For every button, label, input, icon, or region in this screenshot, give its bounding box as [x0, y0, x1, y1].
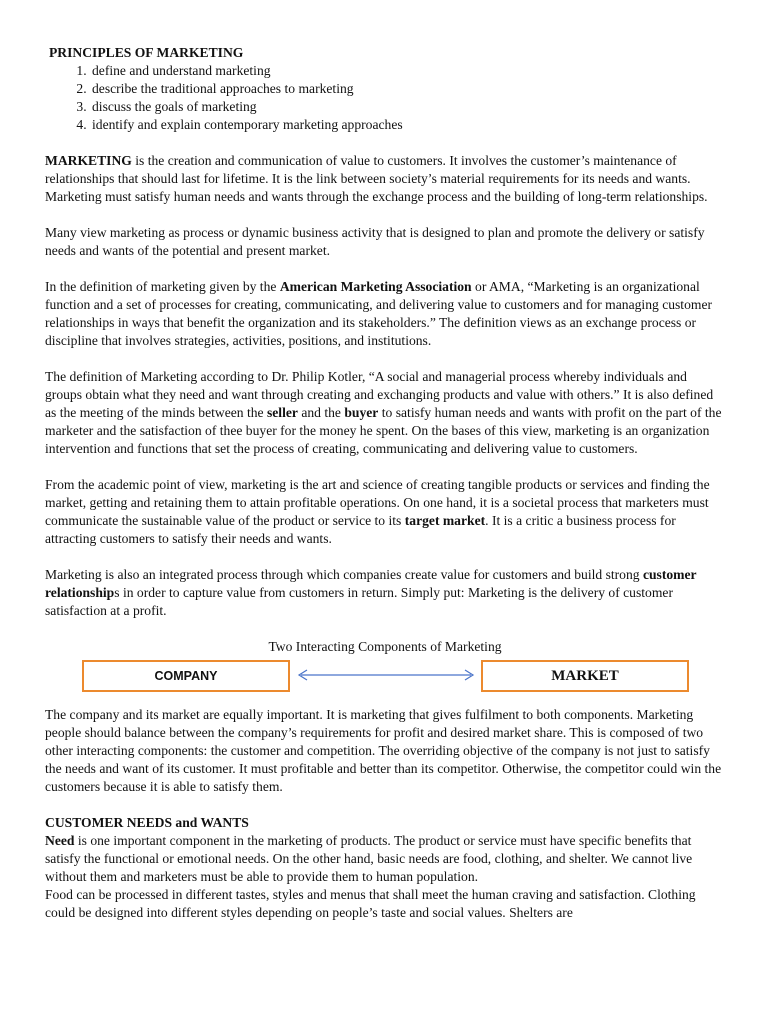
term-ama: American Marketing Association — [279, 279, 472, 294]
paragraph-needs-continued: Food can be processed in different tastes, styles and menus that shall meet the human craving and satisfaction. Clothing could be designed into different styles depending on people’s taste and social values. Shelters are — [45, 887, 696, 920]
term-marketing: MARKETING — [45, 153, 132, 168]
paragraph-text: Marketing is also an integrated process through which companies create value for customers and build strong — [45, 567, 643, 582]
paragraph-academic — [45, 476, 725, 548]
paragraph-text: The definition of Marketing according to Dr. Philip Kotler, “A social and managerial process whereby individuals and groups obtain what they need and want through creating and exchanging products and value with others.” It is also defined as the meeting of the minds between the — [45, 369, 714, 420]
components-diagram — [45, 660, 725, 706]
paragraph-company-market: The company and its market are equally important. It is marketing that gives fulfilment to both components. Marketing people should balance between the company’s requirements for profit and desired market share. This is composed of two other interacting components: the customer and competition. The overriding objective of the company is not just to satisfy the needs and want of its customer. It must profitable and better than its competitor. Otherwise, the competitor could win the customers because it is able to satisfy them. — [45, 707, 722, 794]
paragraph-needs — [45, 832, 725, 886]
paragraph-kotler — [45, 368, 725, 458]
double-arrow-icon — [295, 668, 477, 682]
objective-item: 4. identify and explain contemporary marketing approaches — [90, 116, 725, 134]
paragraph-text: s in order to capture value from customers in return. Simply put: Marketing is the delivery of customer satisfaction at a profit. — [45, 585, 673, 618]
term-customer-relationship: customer relationship — [45, 567, 697, 600]
diagram-title: Two Interacting Components of Marketing — [268, 639, 502, 654]
paragraph-text: to satisfy human needs and wants with profit on the part of the marketer and the satisfaction of thee buyer for the money he spent. On the bases of this view, marketing is an organization intervention and functions that set the process of creating, communicating and delivering value to customers. — [45, 405, 722, 456]
paragraph-text: is one important component in the marketing of products. The product or service must have specific benefits that satisfy the functional or emotional needs. On the other hand, basic needs are food, clothing, and shelter. We cannot live without them and marketers must be able to provide them to human population. — [45, 833, 693, 884]
market-box: MARKET — [481, 660, 689, 692]
objective-item: 2. describe the traditional approaches to marketing — [90, 80, 725, 98]
paragraph-text: From the academic point of view, marketing is the art and science of creating tangible products or services and finding the market, getting and retaining them to attain profitable operations. On one hand, it is a societal process that marketers must communicate the sustainable value of the product or service to its — [45, 477, 710, 528]
document-page — [45, 44, 725, 922]
company-box: COMPANY — [82, 660, 290, 692]
section-heading: CUSTOMER NEEDS and WANTS — [45, 815, 249, 830]
paragraph-text: In the definition of marketing given by the — [45, 279, 280, 294]
document-title: PRINCIPLES OF MARKETING — [49, 45, 244, 60]
term-buyer: buyer — [344, 405, 379, 420]
paragraph-ama — [45, 278, 725, 350]
objective-item: 3. discuss the goals of marketing — [90, 98, 725, 116]
paragraph-text: is the creation and communication of value to customers. It involves the customer’s maintenance of relationships that should last for lifetime. It is the link between society’s material requirements for its needs and wants. Marketing must satisfy human needs and wants through the exchange process and the building of long-term relationships. — [45, 153, 708, 204]
paragraph-process: Many view marketing as process or dynamic business activity that is designed to plan and promote the delivery or satisfy needs and wants of the potential and present market. — [45, 225, 705, 258]
paragraph-text: and the — [297, 405, 345, 420]
objective-item: 1. define and understand marketing — [90, 62, 725, 80]
term-seller: seller — [266, 405, 298, 420]
objectives-list — [45, 62, 725, 134]
term-need: Need — [45, 833, 75, 848]
paragraph-definition — [45, 152, 725, 206]
paragraph-integrated — [45, 566, 725, 620]
paragraph-text: or AMA, “Marketing is an organizational function and a set of processes for creating, communicating, and delivering value to customers and for managing customer relationships in ways that benefit the organization and its stakeholders.” The definition views as an exchange process or discipline that involves strategies, activities, positions, and institutions. — [45, 279, 713, 348]
term-target-market: target market — [404, 513, 486, 528]
paragraph-text: . It is a critic a business process for attracting customers to satisfy their needs and wants. — [45, 513, 676, 546]
